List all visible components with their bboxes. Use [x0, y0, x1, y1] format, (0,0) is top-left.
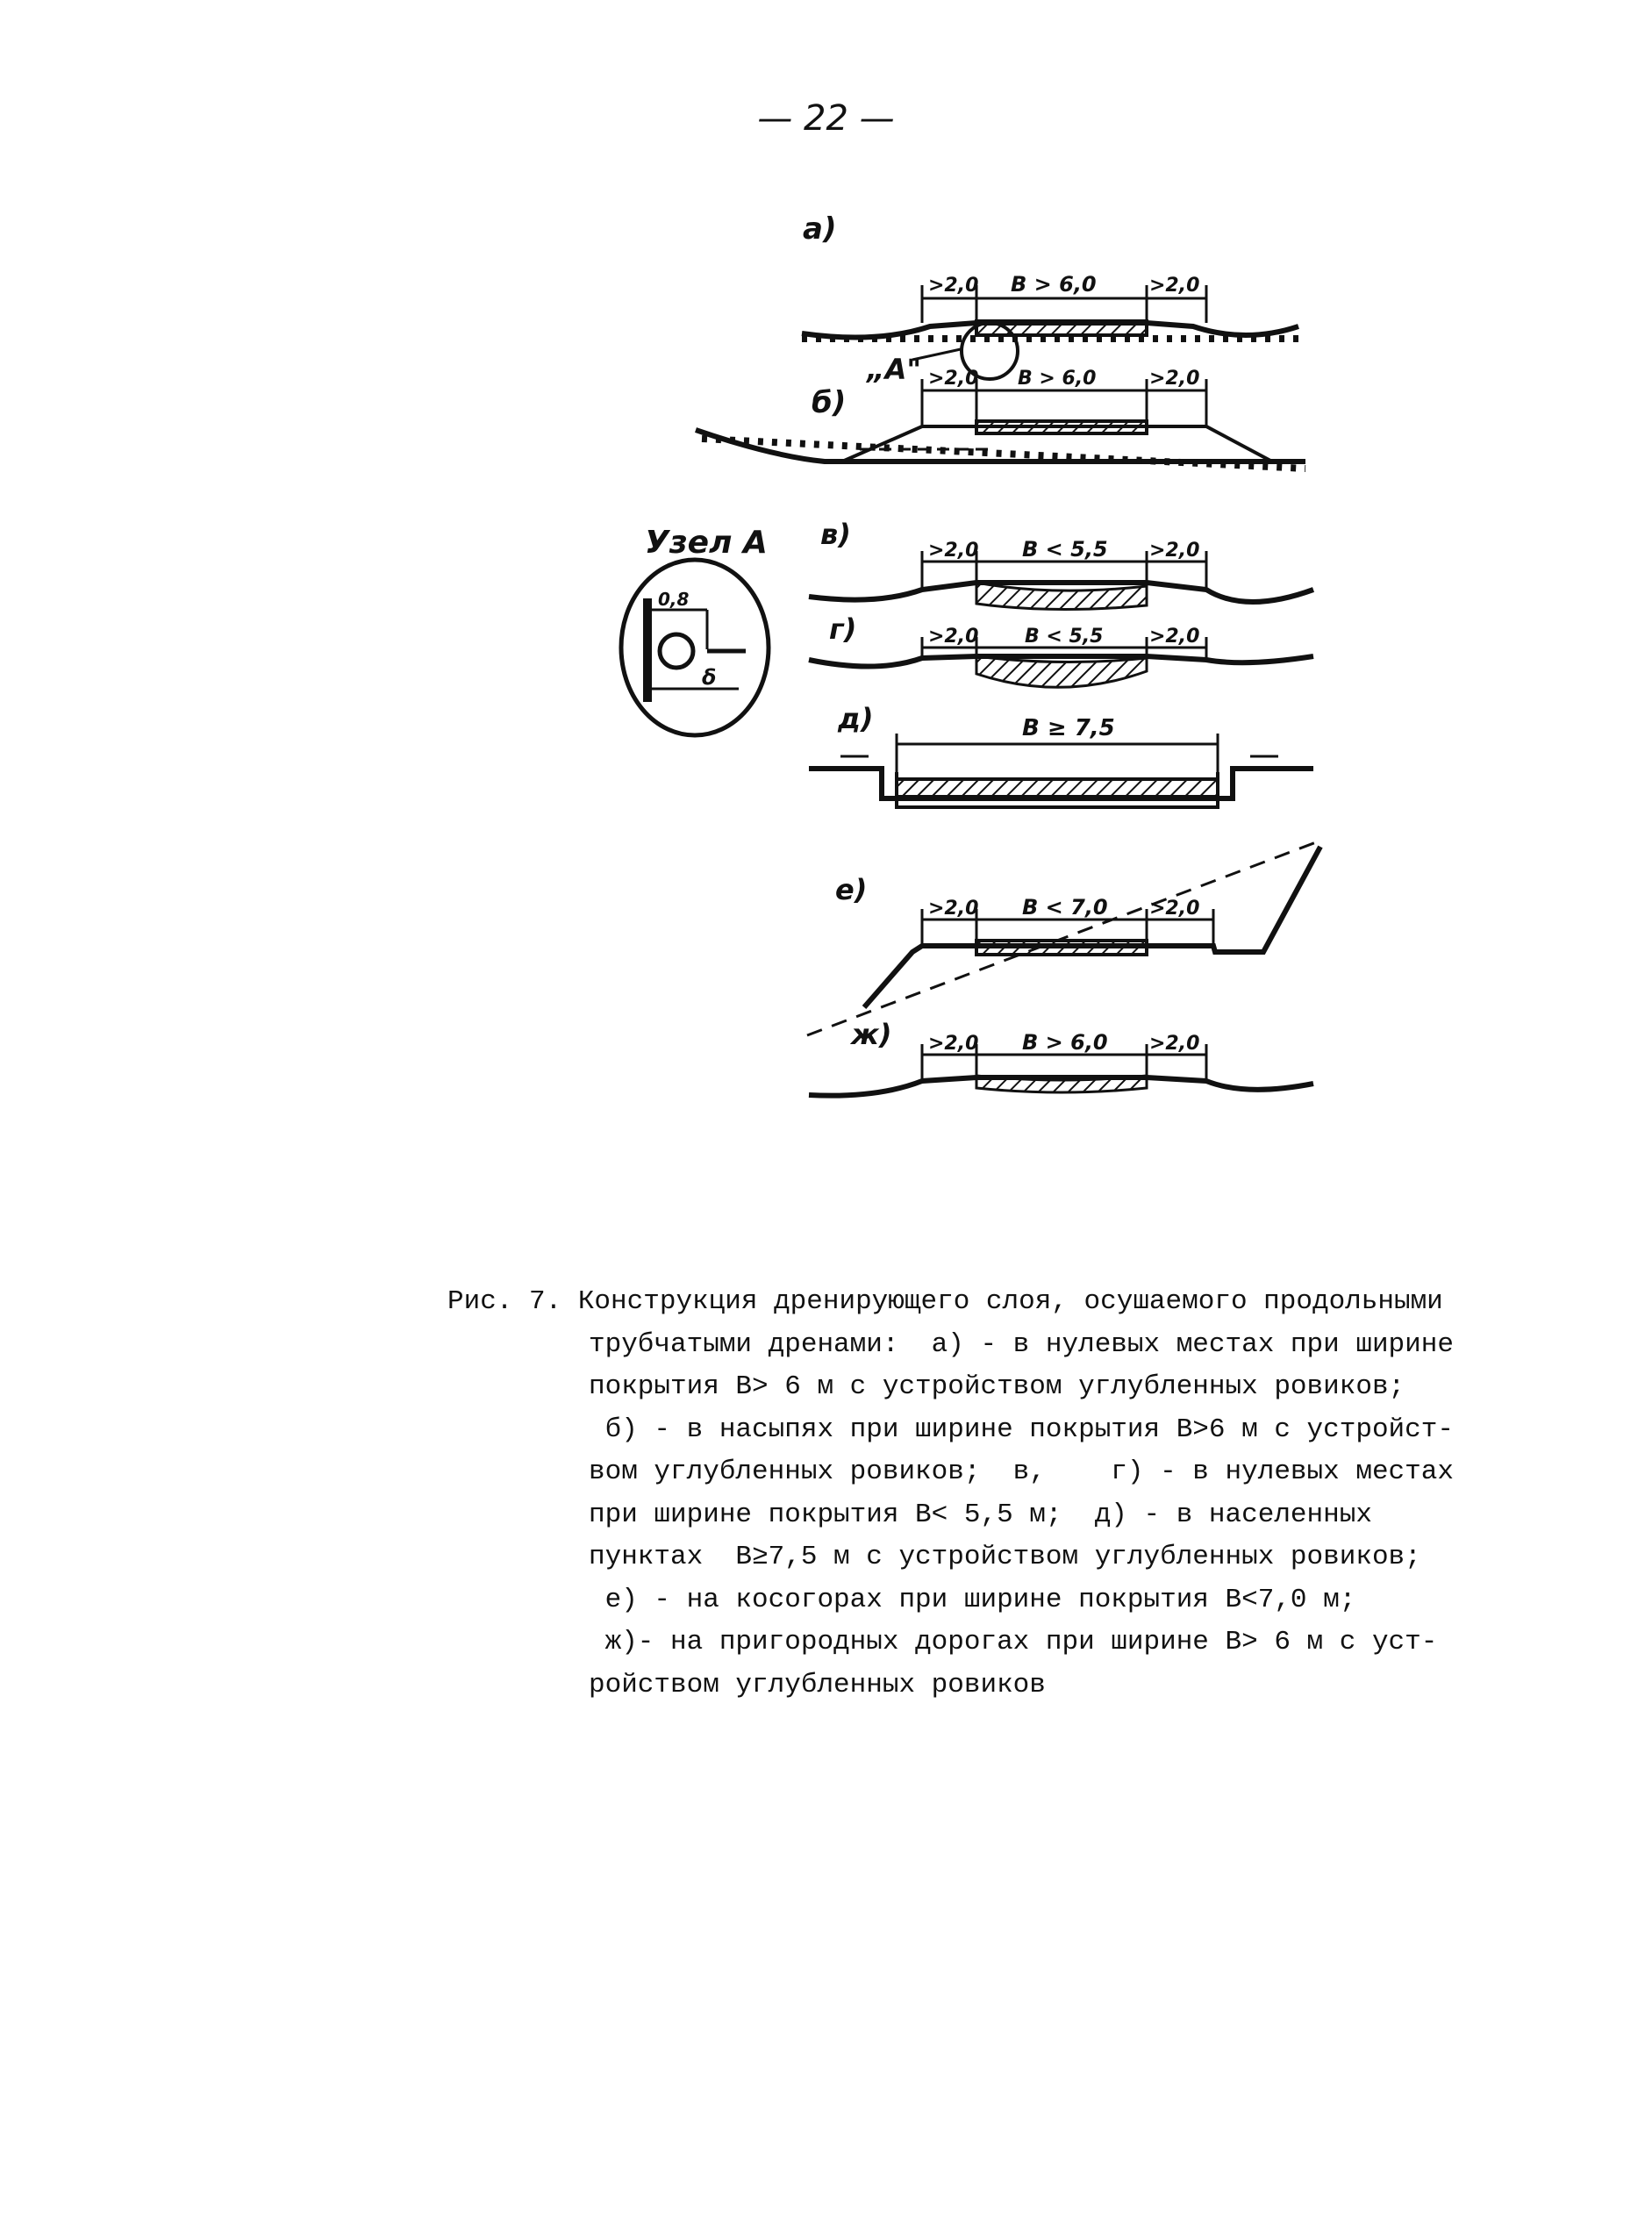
page-number: — 22 —	[757, 98, 895, 139]
dim-width-a: В > 6,0	[1011, 272, 1097, 297]
dim-side: >2,0	[928, 626, 979, 648]
dim-side: >2,0	[1149, 540, 1200, 562]
node-delta: δ	[702, 665, 717, 690]
caption-line: пунктах В≥7,5 м с устройством углубленных ровиков;	[589, 1542, 1421, 1572]
node-a-label: Узел А	[645, 525, 768, 561]
node-a-detail	[621, 525, 769, 735]
caption-line: вом углубленных ровиков; в, г) - в нулевых местах	[589, 1457, 1454, 1487]
dim-width-zh: В > 6,0	[1022, 1030, 1108, 1055]
section-v	[809, 518, 1313, 610]
caption-line: при ширине покрытия В< 5,5 м; д) - в населенных	[589, 1499, 1372, 1530]
dim-side: >2,0	[928, 368, 979, 390]
figure-caption	[447, 1281, 1454, 1707]
dim-width-e: В < 7,0	[1022, 895, 1108, 920]
label-d: д)	[838, 702, 874, 735]
dim-side: >2,0	[1149, 368, 1200, 390]
label-a: а)	[803, 211, 837, 247]
label-b: б)	[812, 385, 847, 420]
dim-side: >2,0	[928, 898, 979, 920]
caption-line: Рис. 7. Конструкция дренирующего слоя, осушаемого продольными	[447, 1286, 1443, 1317]
label-g: г)	[829, 612, 857, 646]
dim-side: >2,0	[1149, 275, 1200, 297]
dim-side: >2,0	[928, 1033, 979, 1055]
caption-line: ройством углубленных ровиков	[589, 1669, 1046, 1700]
section-g	[809, 612, 1313, 687]
node-a-marker: „А"	[867, 353, 922, 386]
caption-line: б) - в насыпях при ширине покрытия В>6 м с устройст-	[589, 1414, 1454, 1445]
node-dimension: 0,8	[658, 589, 690, 610]
dim-width-b: В > 6,0	[1018, 368, 1097, 390]
dim-side: >2,0	[1149, 626, 1200, 648]
section-b	[696, 368, 1305, 469]
caption-line: покрытия В> 6 м с устройством углубленных ровиков;	[589, 1371, 1405, 1402]
dim-width-g: В < 5,5	[1025, 626, 1104, 648]
label-zh: ж)	[851, 1018, 892, 1051]
label-e: е)	[835, 873, 868, 906]
dim-side: >2,0	[928, 540, 979, 562]
caption-line: ж)- на пригородных дорогах при ширине В> 6 м с уст-	[589, 1627, 1438, 1657]
caption-line: трубчатыми дренами: а) - в нулевых местах при ширине	[589, 1328, 1454, 1360]
dim-width-d: В ≥ 7,5	[1022, 715, 1115, 741]
section-d	[809, 702, 1313, 807]
label-v: в)	[820, 518, 851, 551]
section-a	[802, 211, 1298, 386]
dim-width-v: В < 5,5	[1022, 537, 1108, 562]
dim-side: >2,0	[1149, 1033, 1200, 1055]
section-e	[807, 842, 1320, 1035]
caption-line: е) - на косогорах при ширине покрытия В<7,0 м;	[589, 1584, 1356, 1615]
dim-side: >2,0	[1149, 898, 1200, 920]
dim-side: >2,0	[928, 275, 979, 297]
section-zh	[809, 1018, 1313, 1096]
